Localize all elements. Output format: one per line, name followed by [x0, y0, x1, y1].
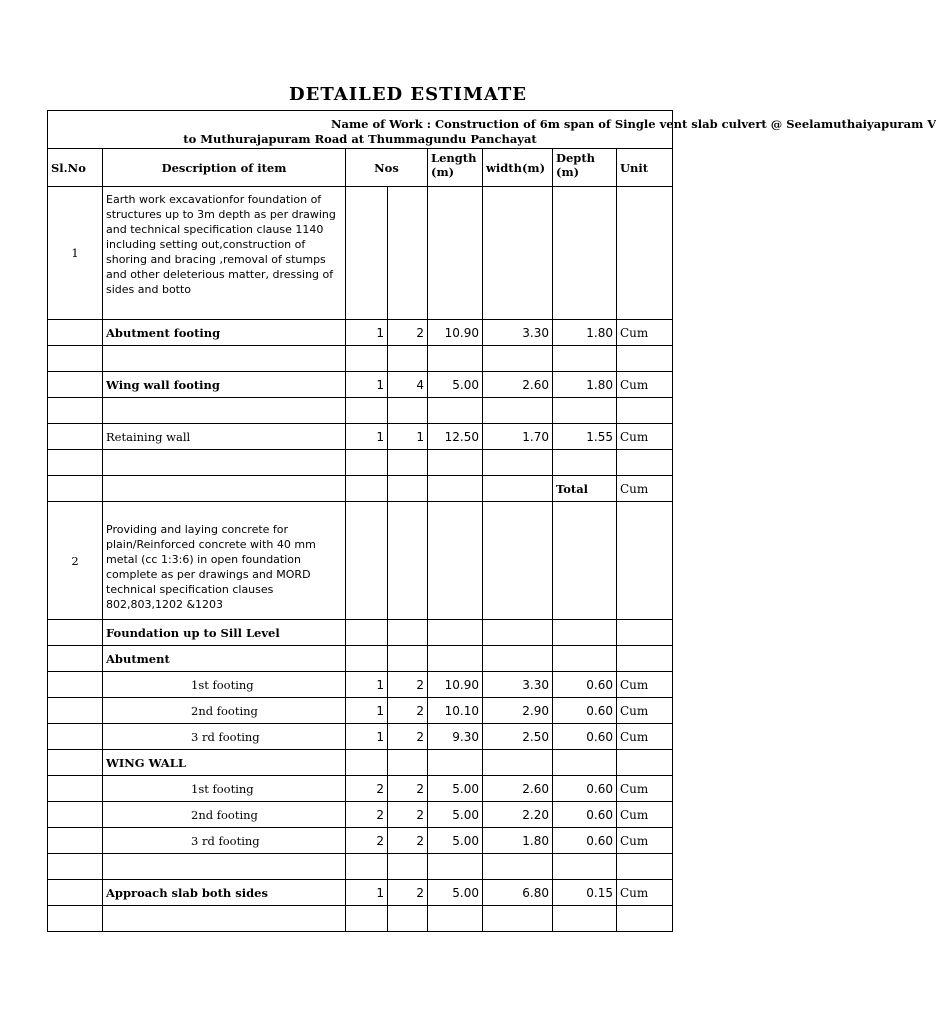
empty-row	[48, 450, 673, 476]
row-width: 2.50	[483, 724, 553, 750]
row-nos-2: 2	[388, 802, 428, 828]
row-unit: Cum	[617, 802, 673, 828]
row-description: 1st footing	[103, 776, 346, 802]
row-nos-1: 1	[346, 424, 388, 450]
row-nos-1: 1	[346, 880, 388, 906]
row-nos-2: 4	[388, 372, 428, 398]
table-row	[48, 698, 673, 724]
row-description: 1st footing	[103, 672, 346, 698]
row-width: 3.30	[483, 320, 553, 346]
row-nos-2: 1	[388, 424, 428, 450]
section-row	[48, 646, 673, 672]
row-length: 10.90	[428, 320, 483, 346]
row-length: 9.30	[428, 724, 483, 750]
row-unit: Cum	[617, 724, 673, 750]
table-row	[48, 880, 673, 906]
total-unit: Cum	[617, 476, 673, 502]
row-description: Wing wall footing	[103, 372, 346, 398]
row-description: Abutment footing	[103, 320, 346, 346]
row-length: 12.50	[428, 424, 483, 450]
item-slno: 2	[48, 502, 103, 620]
row-unit: Cum	[617, 672, 673, 698]
row-description: Approach slab both sides	[103, 880, 346, 906]
row-unit: Cum	[617, 880, 673, 906]
header-nos: Nos	[346, 149, 428, 187]
row-unit: Cum	[617, 424, 673, 450]
item-slno: 1	[48, 187, 103, 320]
row-nos-1: 1	[346, 724, 388, 750]
row-width: 2.90	[483, 698, 553, 724]
row-nos-1: 1	[346, 698, 388, 724]
row-width: 1.70	[483, 424, 553, 450]
item-row	[48, 502, 673, 620]
item-row	[48, 187, 673, 320]
row-nos-1: 1	[346, 372, 388, 398]
table-row	[48, 828, 673, 854]
row-length: 5.00	[428, 372, 483, 398]
work-name-line2: to Muthurajapuram Road at Thummagundu Panchayat	[183, 131, 537, 146]
item-description: Earth work excavationfor foundation of structures up to 3m depth as per drawing and technical specification clause 1140 including setting out,construction of shoring and bracing ,removal of stumps and other deleterious matter, dressing of sides and botto	[103, 187, 346, 320]
empty-row	[48, 854, 673, 880]
row-nos-2: 2	[388, 776, 428, 802]
section-label: Abutment	[103, 646, 346, 672]
row-depth: 0.60	[553, 776, 617, 802]
row-length: 10.10	[428, 698, 483, 724]
row-depth: 0.60	[553, 828, 617, 854]
total-row	[48, 476, 673, 502]
section-label: WING WALL	[103, 750, 346, 776]
row-nos-2: 2	[388, 698, 428, 724]
row-width: 3.30	[483, 672, 553, 698]
row-description: 2nd footing	[103, 698, 346, 724]
header-unit: Unit	[617, 149, 673, 187]
empty-row	[48, 398, 673, 424]
total-label: Total	[553, 476, 617, 502]
row-depth: 0.60	[553, 724, 617, 750]
work-name-line1: Name of Work : Construction of 6m span of Single vent slab culvert @ Seelamuthaiyapuram V	[331, 116, 936, 131]
work-name	[48, 111, 936, 149]
empty-row	[48, 906, 673, 932]
item-description: Providing and laying concrete for plain/Reinforced concrete with 40 mm metal (cc 1:3:6) in open foundation complete as per drawings and MORD technical specification clauses 802,803,1202 &1203	[103, 502, 346, 620]
row-depth: 1.80	[553, 372, 617, 398]
row-nos-2: 2	[388, 724, 428, 750]
header-description: Description of item	[103, 149, 346, 187]
work-name-row	[48, 111, 673, 149]
header-slno: Sl.No	[48, 149, 103, 187]
row-nos-2: 2	[388, 880, 428, 906]
row-length: 10.90	[428, 672, 483, 698]
row-unit: Cum	[617, 320, 673, 346]
header-depth: Depth (m)	[553, 149, 617, 187]
empty-row	[48, 346, 673, 372]
table-row	[48, 724, 673, 750]
row-depth: 1.55	[553, 424, 617, 450]
row-nos-1: 2	[346, 828, 388, 854]
header-length: Length (m)	[428, 149, 483, 187]
row-depth: 1.80	[553, 320, 617, 346]
page-title: DETAILED ESTIMATE	[289, 84, 527, 105]
row-unit: Cum	[617, 372, 673, 398]
row-depth: 0.60	[553, 672, 617, 698]
estimate-sheet	[47, 110, 936, 932]
section-label: Foundation up to Sill Level	[103, 620, 346, 646]
header-row	[48, 149, 673, 187]
table-row	[48, 320, 673, 346]
row-description: 2nd footing	[103, 802, 346, 828]
row-length: 5.00	[428, 880, 483, 906]
header-width: width(m)	[483, 149, 553, 187]
row-width: 2.20	[483, 802, 553, 828]
row-width: 6.80	[483, 880, 553, 906]
section-row	[48, 620, 673, 646]
row-description: 3 rd footing	[103, 724, 346, 750]
row-unit: Cum	[617, 828, 673, 854]
row-length: 5.00	[428, 802, 483, 828]
row-nos-1: 1	[346, 320, 388, 346]
table-row	[48, 802, 673, 828]
table-row	[48, 672, 673, 698]
row-length: 5.00	[428, 828, 483, 854]
row-nos-1: 2	[346, 802, 388, 828]
row-width: 1.80	[483, 828, 553, 854]
row-description: 3 rd footing	[103, 828, 346, 854]
row-nos-2: 2	[388, 320, 428, 346]
row-nos-1: 1	[346, 672, 388, 698]
table-row	[48, 424, 673, 450]
table-row	[48, 372, 673, 398]
row-depth: 0.15	[553, 880, 617, 906]
row-nos-2: 2	[388, 672, 428, 698]
row-length: 5.00	[428, 776, 483, 802]
row-depth: 0.60	[553, 802, 617, 828]
row-unit: Cum	[617, 776, 673, 802]
row-description: Retaining wall	[103, 424, 346, 450]
row-width: 2.60	[483, 372, 553, 398]
row-width: 2.60	[483, 776, 553, 802]
section-row	[48, 750, 673, 776]
row-depth: 0.60	[553, 698, 617, 724]
row-nos-2: 2	[388, 828, 428, 854]
row-nos-1: 2	[346, 776, 388, 802]
row-unit: Cum	[617, 698, 673, 724]
estimate-table	[47, 110, 936, 932]
table-row	[48, 776, 673, 802]
